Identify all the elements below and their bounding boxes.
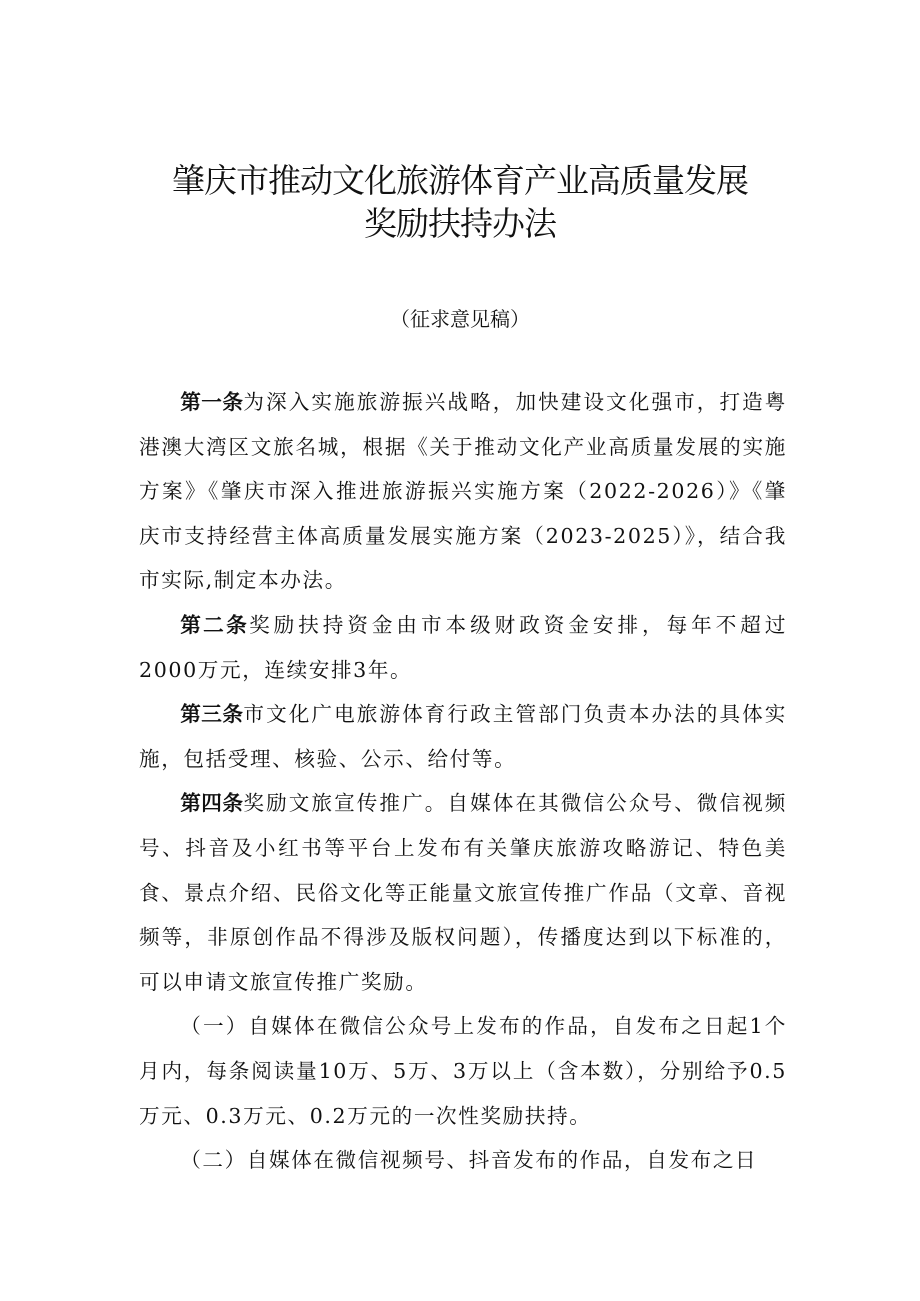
article-3: [139, 692, 787, 781]
article-label: 第四条: [180, 791, 244, 816]
article-2: [139, 603, 787, 692]
article-text: 为深入实施旅游振兴战略，加快建设文化强市，打造粤港澳大湾区文旅名城，根据《关于推动文化产业高质量发展的实施方案》《肇庆市深入推进旅游振兴实施方案（2022-2026）》《肇庆市支持经营主体高质量发展实施方案（2023-2025）》，结合我市实际,制定本办法。: [139, 390, 788, 593]
article-label: 第一条: [180, 390, 244, 414]
article-text: 奖励文旅宣传推广。自媒体在其微信公众号、微信视频号、抖音及小红书等平台上发布有关肇庆旅游攻略游记、特色美食、景点介绍、民俗文化等正能量文旅宣传推广作品（文章、音视频等，非原创作品不得涉及版权问题），传播度达到以下标准的，可以申请文旅宣传推广奖励。: [139, 791, 788, 994]
document-subtitle: （征求意见稿）: [390, 307, 530, 331]
article-4: [139, 781, 787, 1004]
article-1: [139, 380, 787, 603]
document-body: [139, 380, 787, 1183]
article-4-item-1: [139, 1004, 787, 1138]
article-text: 市文化广电旅游体育行政主管部门负责本办法的具体实施，包括受理、核验、公示、给付等。: [139, 702, 788, 771]
item-text: （一）自媒体在微信公众号上发布的作品，自发布之日起1个月内，每条阅读量10万、5万、3万以上（含本数），分别给予0.5万元、0.3万元、0.2万元的一次性奖励扶持。: [139, 1014, 787, 1128]
article-4-item-2: [139, 1138, 787, 1183]
article-text: 奖励扶持资金由市本级财政资金安排，每年不超过2000万元，连续安排3年。: [139, 612, 788, 682]
document-title-line-1: 肇庆市推动文化旅游体育产业高质量发展: [172, 161, 748, 200]
article-label: 第二条: [180, 612, 250, 637]
document-title-line-2: 奖励扶持办法: [364, 204, 556, 243]
item-text: （二）自媒体在微信视频号、抖音发布的作品，自发布之日: [180, 1148, 758, 1173]
article-label: 第三条: [180, 702, 244, 727]
